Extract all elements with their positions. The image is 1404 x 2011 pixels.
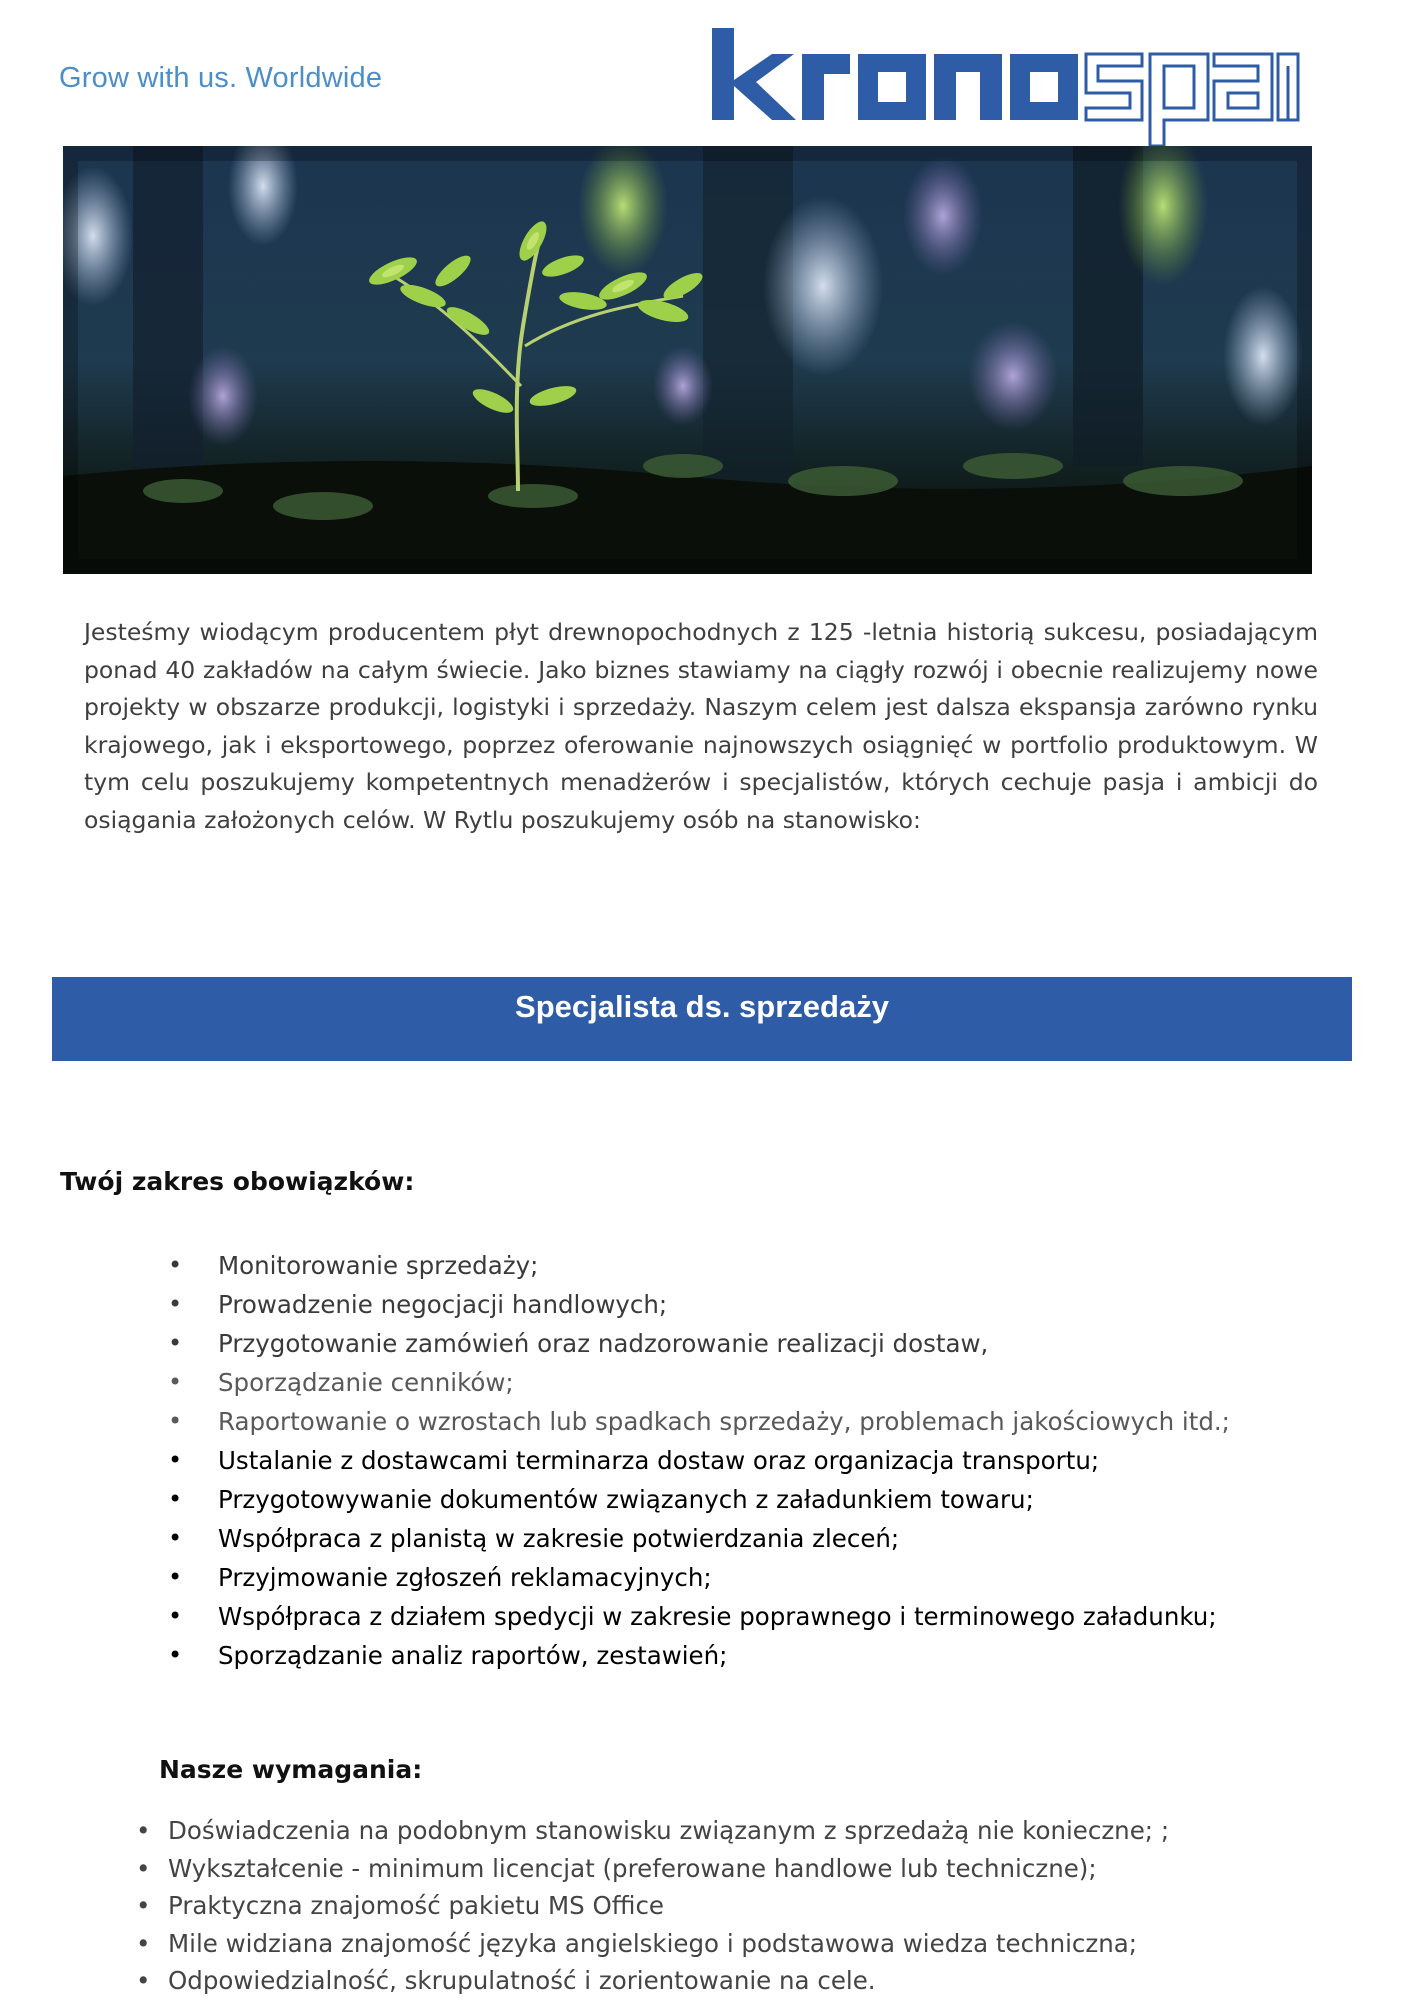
list-item: • Raportowanie o wzrostach lub spadkach sprzedaży, problemach jakościowych itd.; — [164, 1402, 1230, 1441]
list-item: • Wykształcenie - minimum licencjat (preferowane handlowe lub techniczne); — [134, 1850, 1169, 1888]
list-item: • Sporządzanie analiz raportów, zestawień; — [164, 1636, 1230, 1675]
tagline: Grow with us. Worldwide — [59, 62, 383, 94]
requirements-list — [134, 1812, 1169, 2000]
bullet-icon: • — [168, 1563, 183, 1591]
bullet-icon: • — [136, 1853, 151, 1883]
bullet-icon: • — [136, 1816, 151, 1845]
list-item: • Doświadczenia na podobnym stanowisku związanym z sprzedażą nie konieczne; ; — [134, 1812, 1169, 1850]
list-item: • Monitorowanie sprzedaży; — [164, 1246, 1230, 1285]
bullet-icon: • — [136, 1928, 151, 1958]
bullet-icon: • — [168, 1602, 183, 1630]
list-item: • Praktyczna znajomość pakietu MS Office — [134, 1887, 1169, 1925]
bullet-icon: • — [168, 1290, 183, 1318]
position-banner — [52, 977, 1352, 1061]
list-item: • Sporządzanie cenników; — [164, 1363, 1230, 1402]
list-item: • Mile widziana znajomość języka angielskiego i podstawowa wiedza techniczna; — [134, 1925, 1169, 1963]
duties-list — [164, 1246, 1230, 1675]
bullet-icon: • — [168, 1407, 183, 1435]
position-title: Specjalista ds. sprzedaży — [515, 989, 889, 1024]
bullet-icon: • — [136, 1891, 151, 1920]
bullet-icon: • — [168, 1524, 183, 1552]
bullet-icon: • — [168, 1641, 183, 1669]
kronospan-logo — [710, 24, 1300, 148]
bullet-icon: • — [168, 1251, 183, 1279]
list-item: • Ustalanie z dostawcami terminarza dostaw oraz organizacja transportu; — [164, 1441, 1230, 1480]
duties-heading: Twój zakres obowiązków: — [60, 1167, 415, 1196]
bullet-icon: • — [136, 1966, 151, 1995]
list-item: • Przyjmowanie zgłoszeń reklamacyjnych; — [164, 1558, 1230, 1597]
bullet-icon: • — [168, 1446, 183, 1474]
hero-image-forest-seedling — [63, 146, 1312, 574]
list-item: • Przygotowanie zamówień oraz nadzorowanie realizacji dostaw, — [164, 1324, 1230, 1363]
list-item: • Odpowiedzialność, skrupulatność i zorientowanie na cele. — [134, 1962, 1169, 2000]
company-intro-paragraph: Jesteśmy wiodącym producentem płyt drewnopochodnych z 125 -letnia historią sukcesu, posiadającym ponad 40 zakładów na całym świecie. Jako biznes stawiamy na ciągły rozwój i obecnie realizujemy nowe projekty w obszarze produkcji, logistyki i sprzedaży. Naszym celem jest dalsza ekspansja zarówno rynku krajowego, jak i eksportowego, poprzez oferowanie najnowszych osiągnięć w portfolio produktowym. W tym celu poszukujemy kompetentnych menadżerów i specjalistów, których cechuje pasja i ambicji do osiągania założonych celów. W Rytlu poszukujemy osób na stanowisko: — [84, 618, 1318, 834]
bullet-icon: • — [168, 1368, 183, 1396]
list-item: • Prowadzenie negocjacji handlowych; — [164, 1285, 1230, 1324]
list-item: • Współpraca z planistą w zakresie potwierdzania zleceń; — [164, 1519, 1230, 1558]
bullet-icon: • — [168, 1485, 183, 1513]
bullet-icon: • — [168, 1329, 183, 1357]
requirements-heading: Nasze wymagania: — [159, 1755, 423, 1784]
list-item: • Współpraca z działem spedycji w zakresie poprawnego i terminowego załadunku; — [164, 1597, 1230, 1636]
list-item: • Przygotowywanie dokumentów związanych z załadunkiem towaru; — [164, 1480, 1230, 1519]
